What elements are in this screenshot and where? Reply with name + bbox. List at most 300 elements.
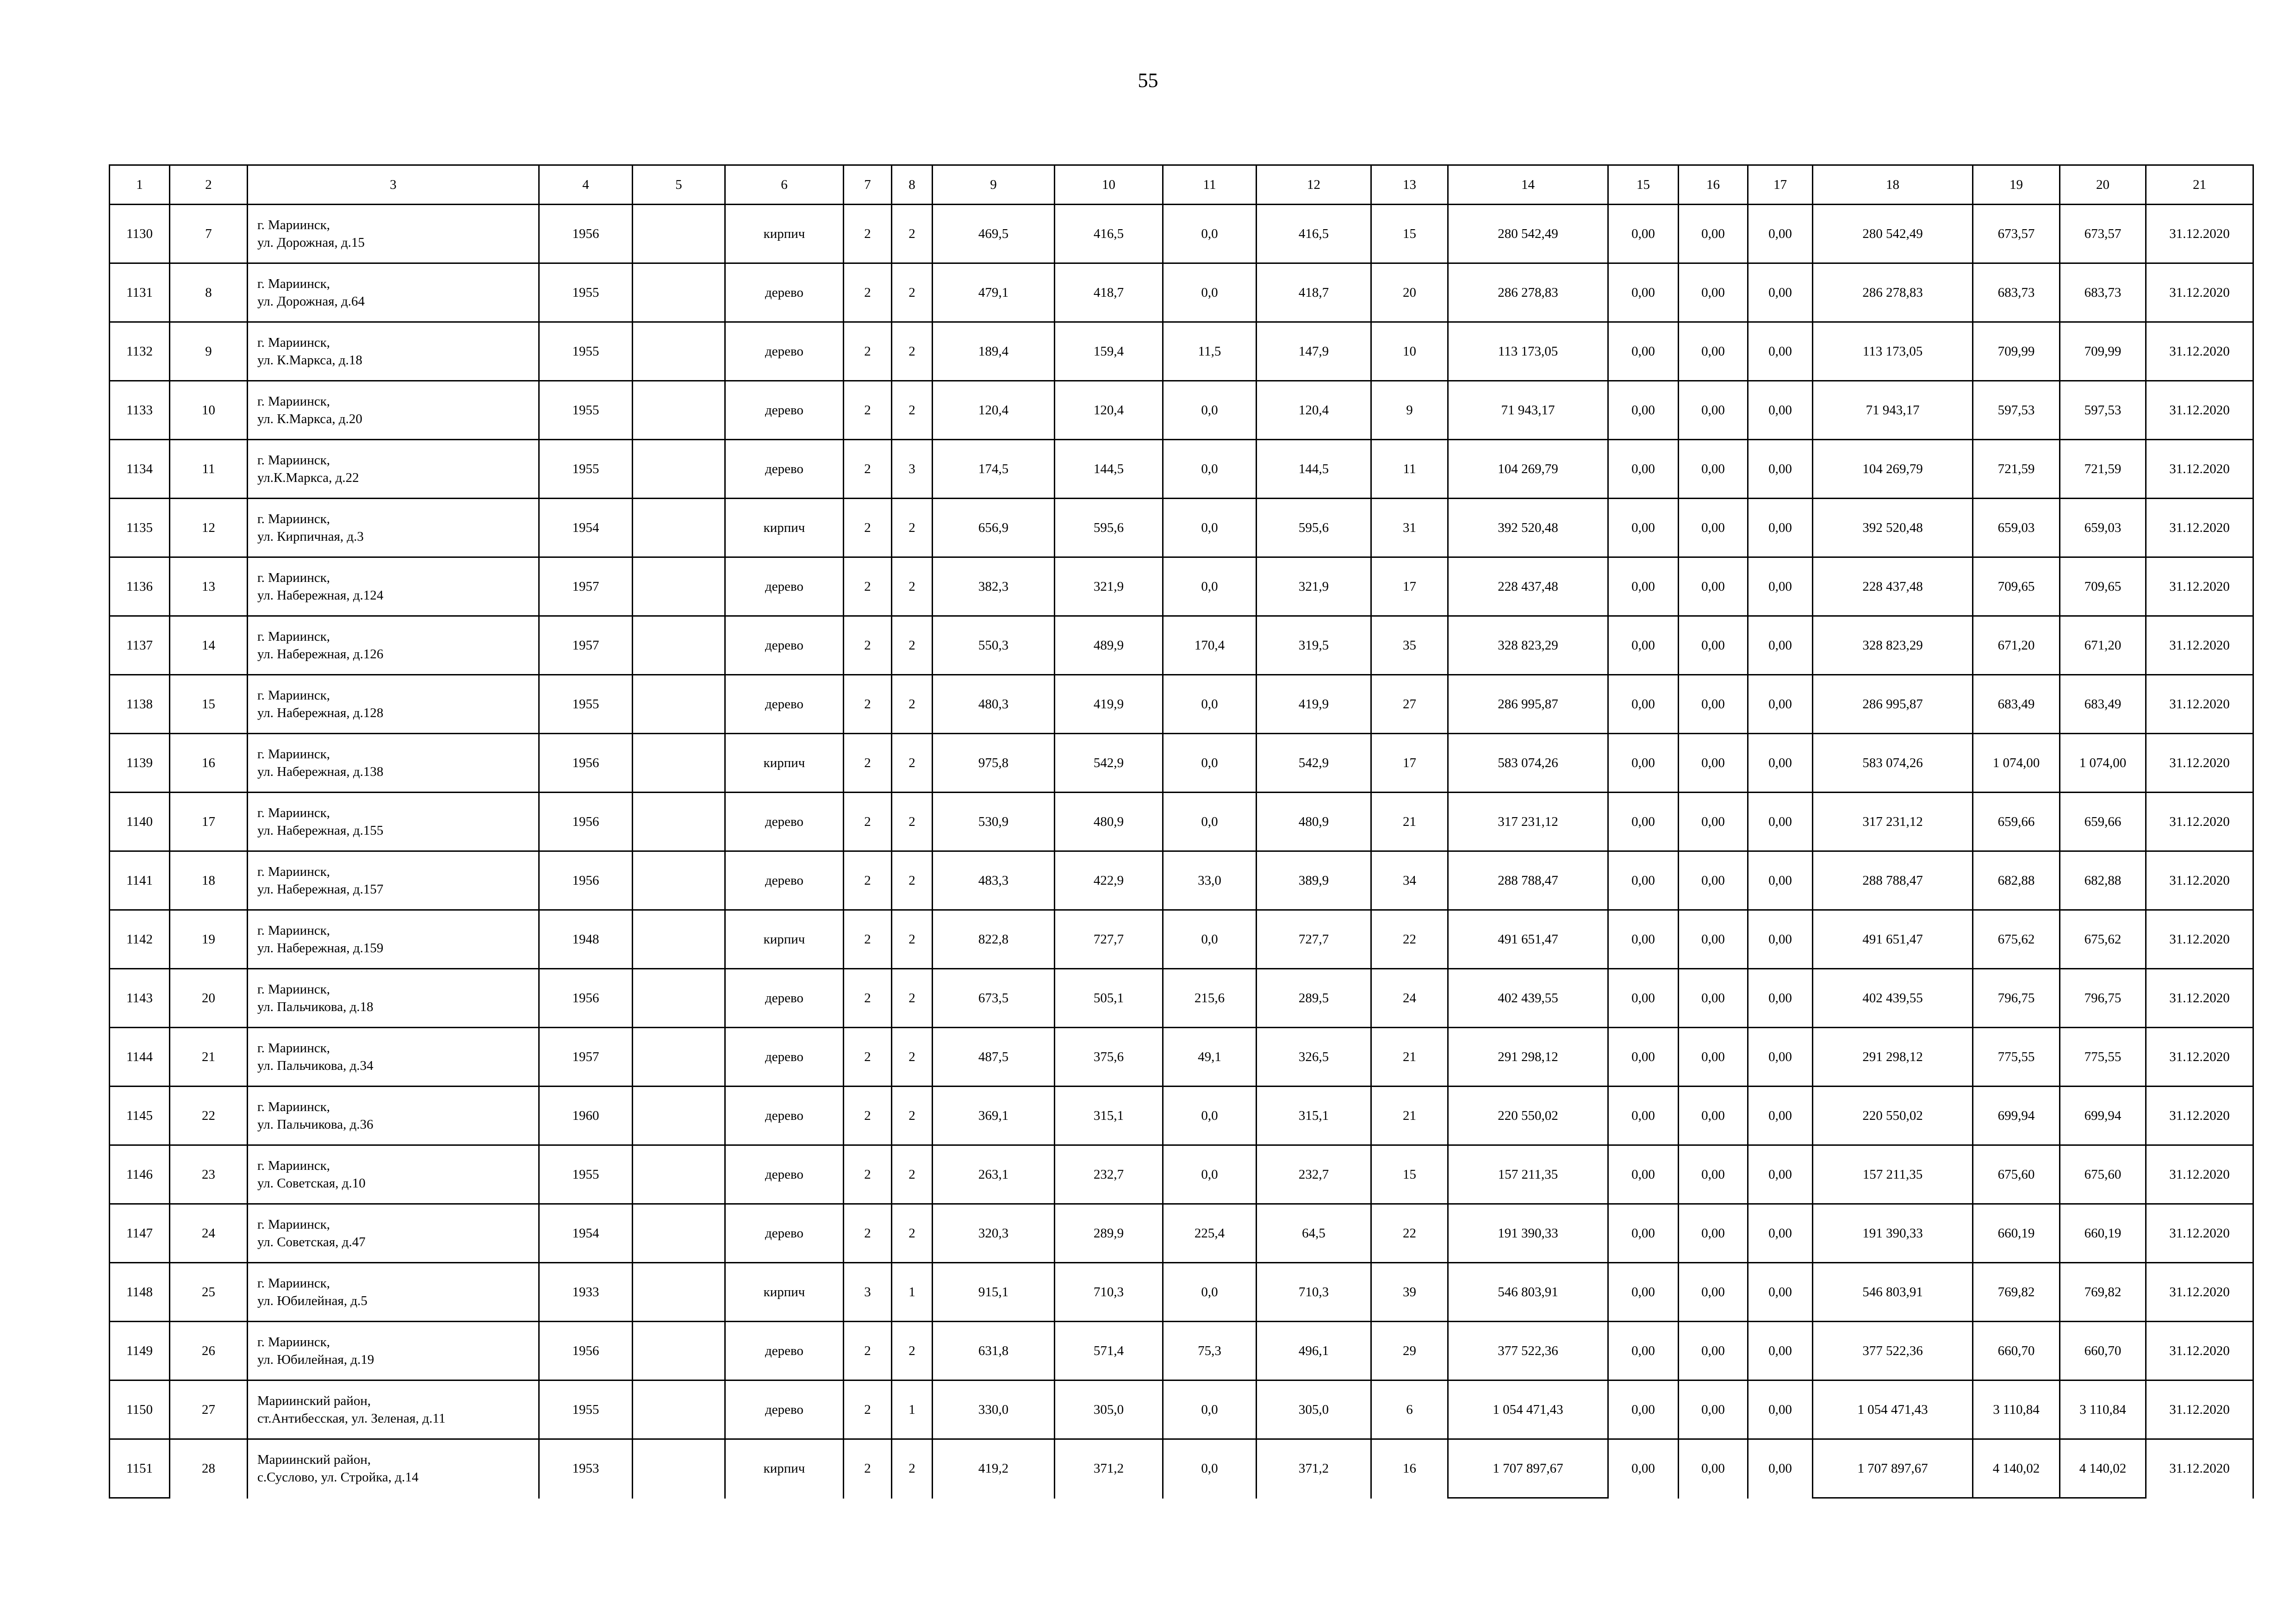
cell-col-8: 2: [892, 1087, 933, 1145]
cell-col-13: 24: [1371, 969, 1448, 1028]
cell-col-6: кирпич: [725, 734, 844, 793]
cell-col-17: 0,00: [1748, 1322, 1813, 1380]
cell-col-6: дерево: [725, 1204, 844, 1263]
cell-col-9: 263,1: [933, 1145, 1055, 1204]
cell-col-15: 0,00: [1608, 969, 1679, 1028]
cell-col-18: 71 943,17: [1813, 381, 1973, 440]
cell-col-4: 1953: [539, 1439, 633, 1498]
cell-col-10: 315,1: [1055, 1087, 1163, 1145]
cell-col-11: 0,0: [1163, 440, 1257, 499]
cell-col-5: [633, 1145, 725, 1204]
address-locality: г. Мариинск,: [257, 1041, 330, 1056]
cell-col-21: 31.12.2020: [2146, 1028, 2253, 1087]
cell-col-18: 546 803,91: [1813, 1263, 1973, 1322]
cell-col-4: 1956: [539, 969, 633, 1028]
cell-col-8: 2: [892, 734, 933, 793]
cell-col-14: 546 803,91: [1448, 1263, 1608, 1322]
cell-col-9: 631,8: [933, 1322, 1055, 1380]
cell-col-18: 328 823,29: [1813, 616, 1973, 675]
column-header-1: 1: [110, 165, 170, 205]
table-row: [110, 969, 2253, 1028]
column-header-18: 18: [1813, 165, 1973, 205]
cell-col-12: 326,5: [1257, 1028, 1371, 1087]
cell-col-4: 1955: [539, 1380, 633, 1439]
cell-col-17: 0,00: [1748, 381, 1813, 440]
cell-col-11: 0,0: [1163, 1145, 1257, 1204]
cell-col-15: 0,00: [1608, 1145, 1679, 1204]
cell-col-9: 975,8: [933, 734, 1055, 793]
cell-col-7: 3: [844, 1263, 892, 1322]
cell-col-21: 31.12.2020: [2146, 1204, 2253, 1263]
address-street: ул. Набережная, д.138: [257, 764, 384, 779]
column-header-6: 6: [725, 165, 844, 205]
column-header-9: 9: [933, 165, 1055, 205]
cell-col-4: 1954: [539, 1204, 633, 1263]
cell-col-9: 487,5: [933, 1028, 1055, 1087]
cell-col-15: 0,00: [1608, 675, 1679, 734]
cell-col-14: 317 231,12: [1448, 793, 1608, 851]
cell-col-13: 31: [1371, 499, 1448, 557]
cell-col-5: [633, 1204, 725, 1263]
cell-col-11: 215,6: [1163, 969, 1257, 1028]
cell-col-18: 583 074,26: [1813, 734, 1973, 793]
cell-col-2: 23: [170, 1145, 248, 1204]
address-locality: г. Мариинск,: [257, 570, 330, 585]
cell-col-7: 2: [844, 793, 892, 851]
cell-col-1: 1145: [110, 1087, 170, 1145]
cell-col-9: 479,1: [933, 263, 1055, 322]
cell-col-11: 225,4: [1163, 1204, 1257, 1263]
cell-col-18: 1 707 897,67: [1813, 1439, 1973, 1498]
cell-col-13: 17: [1371, 557, 1448, 616]
cell-col-4: 1933: [539, 1263, 633, 1322]
cell-col-21: 31.12.2020: [2146, 1322, 2253, 1380]
cell-col-14: 104 269,79: [1448, 440, 1608, 499]
cell-col-4: 1955: [539, 675, 633, 734]
table-row: [110, 1087, 2253, 1145]
cell-col-17: 0,00: [1748, 557, 1813, 616]
cell-col-13: 17: [1371, 734, 1448, 793]
address-locality: г. Мариинск,: [257, 394, 330, 409]
cell-address: [248, 1028, 539, 1087]
housing-registry-table: [109, 164, 2254, 1499]
cell-col-17: 0,00: [1748, 263, 1813, 322]
cell-col-8: 2: [892, 1145, 933, 1204]
cell-col-6: дерево: [725, 793, 844, 851]
cell-col-21: 31.12.2020: [2146, 1087, 2253, 1145]
cell-col-20: 675,60: [2060, 1145, 2146, 1204]
cell-col-14: 71 943,17: [1448, 381, 1608, 440]
cell-col-5: [633, 322, 725, 381]
cell-address: [248, 1439, 539, 1498]
cell-col-12: 315,1: [1257, 1087, 1371, 1145]
cell-col-9: 320,3: [933, 1204, 1055, 1263]
cell-col-5: [633, 557, 725, 616]
cell-col-2: 27: [170, 1380, 248, 1439]
cell-col-14: 491 651,47: [1448, 910, 1608, 969]
cell-col-2: 18: [170, 851, 248, 910]
cell-col-19: 659,03: [1973, 499, 2060, 557]
cell-col-9: 480,3: [933, 675, 1055, 734]
cell-col-17: 0,00: [1748, 910, 1813, 969]
cell-col-11: 0,0: [1163, 910, 1257, 969]
cell-col-8: 3: [892, 440, 933, 499]
cell-col-8: 1: [892, 1263, 933, 1322]
cell-col-6: дерево: [725, 381, 844, 440]
cell-col-17: 0,00: [1748, 851, 1813, 910]
cell-col-11: 0,0: [1163, 263, 1257, 322]
cell-col-16: 0,00: [1679, 205, 1748, 263]
cell-col-2: 7: [170, 205, 248, 263]
cell-col-6: кирпич: [725, 499, 844, 557]
address-locality: Мариинский район,: [257, 1393, 371, 1408]
address-locality: г. Мариинск,: [257, 806, 330, 820]
cell-col-16: 0,00: [1679, 1439, 1748, 1498]
table-row: [110, 1380, 2253, 1439]
cell-col-14: 377 522,36: [1448, 1322, 1608, 1380]
cell-col-16: 0,00: [1679, 1145, 1748, 1204]
cell-col-16: 0,00: [1679, 616, 1748, 675]
cell-col-8: 2: [892, 322, 933, 381]
cell-col-20: 660,70: [2060, 1322, 2146, 1380]
cell-col-19: 769,82: [1973, 1263, 2060, 1322]
cell-col-6: кирпич: [725, 910, 844, 969]
cell-col-2: 13: [170, 557, 248, 616]
cell-col-11: 0,0: [1163, 499, 1257, 557]
cell-col-5: [633, 263, 725, 322]
cell-col-21: 31.12.2020: [2146, 793, 2253, 851]
address-locality: г. Мариинск,: [257, 1158, 330, 1173]
cell-col-15: 0,00: [1608, 616, 1679, 675]
cell-col-12: 319,5: [1257, 616, 1371, 675]
cell-col-17: 0,00: [1748, 499, 1813, 557]
cell-col-5: [633, 1028, 725, 1087]
address-locality: г. Мариинск,: [257, 1099, 330, 1114]
cell-col-19: 675,62: [1973, 910, 2060, 969]
cell-col-8: 2: [892, 1439, 933, 1498]
cell-address: [248, 851, 539, 910]
cell-col-15: 0,00: [1608, 205, 1679, 263]
cell-col-14: 583 074,26: [1448, 734, 1608, 793]
column-number-header-row: [110, 165, 2253, 205]
cell-col-12: 710,3: [1257, 1263, 1371, 1322]
address-street: ул. Набережная, д.124: [257, 588, 384, 603]
cell-col-5: [633, 440, 725, 499]
cell-col-17: 0,00: [1748, 1380, 1813, 1439]
table-row: [110, 675, 2253, 734]
cell-col-10: 305,0: [1055, 1380, 1163, 1439]
cell-col-1: 1139: [110, 734, 170, 793]
table-body: [110, 205, 2253, 1498]
cell-col-17: 0,00: [1748, 1439, 1813, 1498]
cell-col-8: 1: [892, 1380, 933, 1439]
table-row: [110, 205, 2253, 263]
cell-col-11: 0,0: [1163, 205, 1257, 263]
address-street: ул. Набережная, д.159: [257, 941, 384, 956]
cell-col-5: [633, 1087, 725, 1145]
table-row: [110, 1028, 2253, 1087]
address-street: ст.Антибесская, ул. Зеленая, д.11: [257, 1411, 446, 1426]
address-street: ул. Набережная, д.155: [257, 823, 384, 838]
cell-col-17: 0,00: [1748, 675, 1813, 734]
cell-col-13: 22: [1371, 1204, 1448, 1263]
cell-col-13: 11: [1371, 440, 1448, 499]
cell-col-17: 0,00: [1748, 440, 1813, 499]
cell-col-1: 1133: [110, 381, 170, 440]
cell-col-17: 0,00: [1748, 205, 1813, 263]
table-row: [110, 793, 2253, 851]
table-row: [110, 322, 2253, 381]
cell-col-2: 11: [170, 440, 248, 499]
cell-col-13: 10: [1371, 322, 1448, 381]
column-header-12: 12: [1257, 165, 1371, 205]
cell-col-14: 1 707 897,67: [1448, 1439, 1608, 1498]
cell-address: [248, 1204, 539, 1263]
cell-col-16: 0,00: [1679, 1263, 1748, 1322]
cell-col-6: дерево: [725, 1322, 844, 1380]
cell-col-21: 31.12.2020: [2146, 557, 2253, 616]
cell-col-16: 0,00: [1679, 675, 1748, 734]
table-row: [110, 910, 2253, 969]
cell-col-9: 330,0: [933, 1380, 1055, 1439]
cell-col-10: 710,3: [1055, 1263, 1163, 1322]
cell-col-18: 377 522,36: [1813, 1322, 1973, 1380]
cell-col-8: 2: [892, 1322, 933, 1380]
cell-col-14: 1 054 471,43: [1448, 1380, 1608, 1439]
cell-address: [248, 322, 539, 381]
address-street: ул. Набережная, д.126: [257, 647, 384, 662]
cell-col-10: 232,7: [1055, 1145, 1163, 1204]
cell-col-10: 418,7: [1055, 263, 1163, 322]
cell-col-9: 483,3: [933, 851, 1055, 910]
cell-col-16: 0,00: [1679, 1380, 1748, 1439]
cell-col-7: 2: [844, 499, 892, 557]
address-street: ул. Советская, д.47: [257, 1235, 366, 1249]
cell-col-12: 542,9: [1257, 734, 1371, 793]
address-locality: г. Мариинск,: [257, 1335, 330, 1349]
cell-col-8: 2: [892, 263, 933, 322]
table-row: [110, 263, 2253, 322]
cell-col-21: 31.12.2020: [2146, 1145, 2253, 1204]
cell-col-20: 659,66: [2060, 793, 2146, 851]
cell-col-16: 0,00: [1679, 1087, 1748, 1145]
cell-col-20: 699,94: [2060, 1087, 2146, 1145]
address-locality: г. Мариинск,: [257, 688, 330, 703]
cell-col-19: 3 110,84: [1973, 1380, 2060, 1439]
cell-col-4: 1955: [539, 263, 633, 322]
cell-col-7: 2: [844, 851, 892, 910]
cell-col-7: 2: [844, 1145, 892, 1204]
cell-col-5: [633, 1380, 725, 1439]
cell-col-5: [633, 793, 725, 851]
cell-col-15: 0,00: [1608, 263, 1679, 322]
cell-col-18: 286 278,83: [1813, 263, 1973, 322]
cell-col-2: 22: [170, 1087, 248, 1145]
cell-col-6: дерево: [725, 851, 844, 910]
cell-col-2: 19: [170, 910, 248, 969]
cell-col-19: 675,60: [1973, 1145, 2060, 1204]
cell-col-4: 1956: [539, 734, 633, 793]
cell-col-18: 191 390,33: [1813, 1204, 1973, 1263]
table-row: [110, 440, 2253, 499]
cell-col-6: дерево: [725, 440, 844, 499]
cell-col-15: 0,00: [1608, 793, 1679, 851]
cell-col-18: 220 550,02: [1813, 1087, 1973, 1145]
cell-col-10: 480,9: [1055, 793, 1163, 851]
cell-col-20: 709,99: [2060, 322, 2146, 381]
cell-col-13: 15: [1371, 205, 1448, 263]
cell-col-18: 113 173,05: [1813, 322, 1973, 381]
address-street: ул. К.Маркса, д.20: [257, 412, 362, 426]
cell-col-17: 0,00: [1748, 793, 1813, 851]
cell-col-7: 2: [844, 1380, 892, 1439]
cell-col-6: дерево: [725, 616, 844, 675]
address-locality: г. Мариинск,: [257, 864, 330, 879]
column-header-13: 13: [1371, 165, 1448, 205]
cell-col-16: 0,00: [1679, 851, 1748, 910]
cell-col-10: 542,9: [1055, 734, 1163, 793]
cell-address: [248, 1322, 539, 1380]
cell-col-19: 709,99: [1973, 322, 2060, 381]
cell-col-12: 416,5: [1257, 205, 1371, 263]
address-street: ул. Юбилейная, д.5: [257, 1293, 367, 1308]
cell-col-11: 49,1: [1163, 1028, 1257, 1087]
cell-col-12: 144,5: [1257, 440, 1371, 499]
cell-col-10: 159,4: [1055, 322, 1163, 381]
cell-col-6: дерево: [725, 557, 844, 616]
column-header-4: 4: [539, 165, 633, 205]
cell-col-2: 25: [170, 1263, 248, 1322]
address-locality: г. Мариинск,: [257, 218, 330, 232]
address-locality: г. Мариинск,: [257, 276, 330, 291]
cell-col-9: 915,1: [933, 1263, 1055, 1322]
cell-col-11: 0,0: [1163, 1087, 1257, 1145]
cell-col-20: 769,82: [2060, 1263, 2146, 1322]
cell-address: [248, 734, 539, 793]
cell-col-21: 31.12.2020: [2146, 969, 2253, 1028]
address-locality: г. Мариинск,: [257, 629, 330, 644]
cell-col-20: 683,73: [2060, 263, 2146, 322]
cell-col-6: кирпич: [725, 1263, 844, 1322]
cell-col-10: 375,6: [1055, 1028, 1163, 1087]
cell-col-7: 2: [844, 616, 892, 675]
address-locality: г. Мариинск,: [257, 335, 330, 350]
cell-col-20: 683,49: [2060, 675, 2146, 734]
cell-col-1: 1135: [110, 499, 170, 557]
column-header-3: 3: [248, 165, 539, 205]
cell-col-19: 1 074,00: [1973, 734, 2060, 793]
cell-col-12: 305,0: [1257, 1380, 1371, 1439]
cell-col-4: 1955: [539, 1145, 633, 1204]
cell-col-16: 0,00: [1679, 910, 1748, 969]
cell-col-7: 2: [844, 440, 892, 499]
cell-col-14: 280 542,49: [1448, 205, 1608, 263]
cell-col-7: 2: [844, 1087, 892, 1145]
cell-col-12: 595,6: [1257, 499, 1371, 557]
cell-col-4: 1954: [539, 499, 633, 557]
address-locality: г. Мариинск,: [257, 1276, 330, 1291]
cell-col-13: 16: [1371, 1439, 1448, 1498]
cell-col-1: 1138: [110, 675, 170, 734]
cell-col-17: 0,00: [1748, 734, 1813, 793]
cell-col-9: 174,5: [933, 440, 1055, 499]
cell-col-4: 1957: [539, 616, 633, 675]
cell-col-18: 286 995,87: [1813, 675, 1973, 734]
cell-col-20: 4 140,02: [2060, 1439, 2146, 1498]
cell-col-7: 2: [844, 1028, 892, 1087]
cell-col-11: 11,5: [1163, 322, 1257, 381]
cell-col-14: 291 298,12: [1448, 1028, 1608, 1087]
cell-address: [248, 616, 539, 675]
cell-col-16: 0,00: [1679, 793, 1748, 851]
cell-col-20: 721,59: [2060, 440, 2146, 499]
cell-col-9: 469,5: [933, 205, 1055, 263]
cell-col-1: 1131: [110, 263, 170, 322]
cell-col-12: 727,7: [1257, 910, 1371, 969]
column-header-5: 5: [633, 165, 725, 205]
cell-col-4: 1956: [539, 1322, 633, 1380]
cell-col-12: 418,7: [1257, 263, 1371, 322]
cell-col-14: 157 211,35: [1448, 1145, 1608, 1204]
cell-col-20: 671,20: [2060, 616, 2146, 675]
cell-col-1: 1144: [110, 1028, 170, 1087]
table-row: [110, 1263, 2253, 1322]
cell-col-10: 321,9: [1055, 557, 1163, 616]
cell-col-11: 0,0: [1163, 557, 1257, 616]
cell-col-5: [633, 499, 725, 557]
column-header-7: 7: [844, 165, 892, 205]
cell-col-6: дерево: [725, 322, 844, 381]
cell-col-4: 1955: [539, 322, 633, 381]
cell-col-9: 550,3: [933, 616, 1055, 675]
address-street: ул. Кирпичная, д.3: [257, 529, 364, 544]
cell-col-16: 0,00: [1679, 263, 1748, 322]
cell-col-11: 75,3: [1163, 1322, 1257, 1380]
cell-col-8: 2: [892, 675, 933, 734]
cell-col-12: 147,9: [1257, 322, 1371, 381]
cell-col-16: 0,00: [1679, 322, 1748, 381]
cell-col-21: 31.12.2020: [2146, 1380, 2253, 1439]
cell-col-9: 369,1: [933, 1087, 1055, 1145]
cell-col-15: 0,00: [1608, 381, 1679, 440]
cell-col-19: 671,20: [1973, 616, 2060, 675]
cell-col-2: 8: [170, 263, 248, 322]
cell-col-7: 2: [844, 1322, 892, 1380]
cell-col-1: 1151: [110, 1439, 170, 1498]
cell-col-5: [633, 205, 725, 263]
cell-col-19: 683,49: [1973, 675, 2060, 734]
cell-col-20: 796,75: [2060, 969, 2146, 1028]
cell-col-21: 31.12.2020: [2146, 381, 2253, 440]
cell-col-5: [633, 1439, 725, 1498]
cell-col-1: 1143: [110, 969, 170, 1028]
cell-col-20: 709,65: [2060, 557, 2146, 616]
table-row: [110, 499, 2253, 557]
address-street: ул. Пальчикова, д.36: [257, 1117, 373, 1132]
cell-col-9: 120,4: [933, 381, 1055, 440]
cell-col-8: 2: [892, 205, 933, 263]
cell-col-18: 392 520,48: [1813, 499, 1973, 557]
cell-col-12: 419,9: [1257, 675, 1371, 734]
cell-col-16: 0,00: [1679, 1028, 1748, 1087]
cell-col-14: 286 278,83: [1448, 263, 1608, 322]
cell-col-11: 0,0: [1163, 675, 1257, 734]
cell-col-11: 170,4: [1163, 616, 1257, 675]
cell-address: [248, 675, 539, 734]
cell-col-2: 12: [170, 499, 248, 557]
cell-col-11: 0,0: [1163, 1380, 1257, 1439]
cell-col-20: 660,19: [2060, 1204, 2146, 1263]
